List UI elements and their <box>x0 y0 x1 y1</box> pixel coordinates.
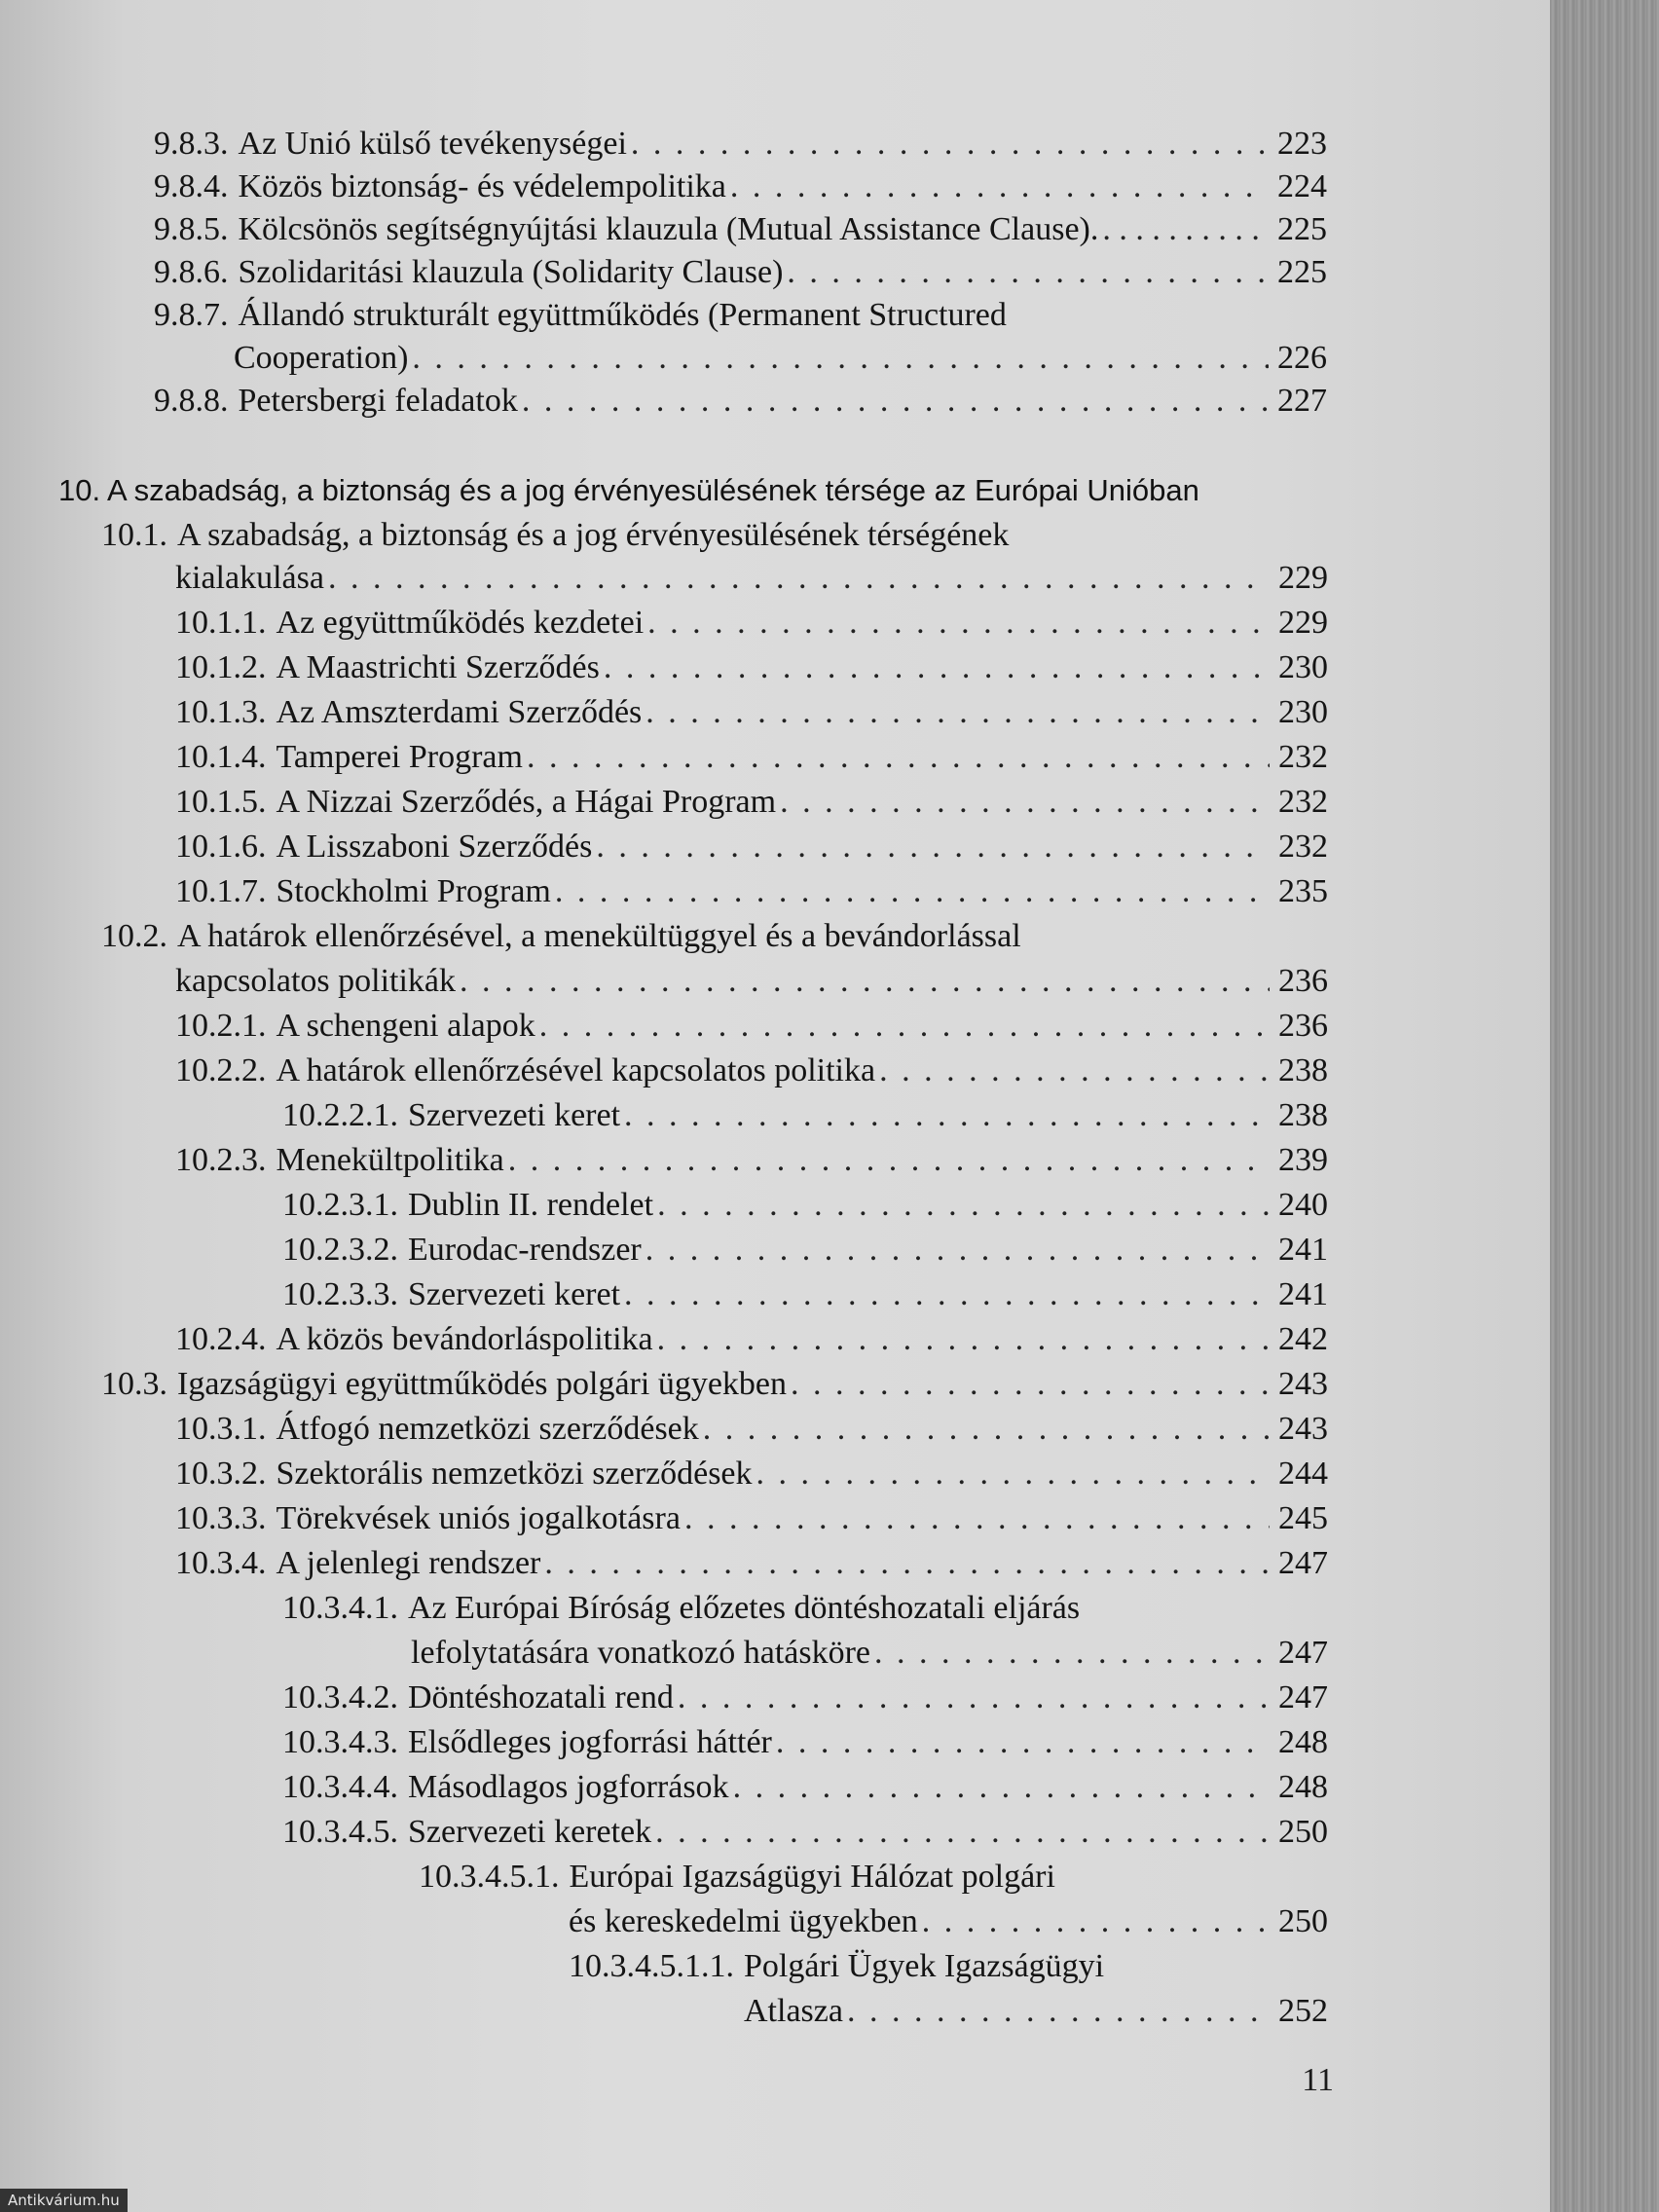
toc-entry-page: 236 <box>1278 1008 1328 1044</box>
toc-entry-number: 10.3.4.3. <box>282 1724 398 1760</box>
toc-entry <box>175 1139 1328 1182</box>
toc-entry-page: 247 <box>1278 1545 1328 1581</box>
toc-entry-continuation <box>744 1990 1328 2033</box>
toc-entry-title: A határok ellenőrzésével, a menekültüggyel és a bevándorlással <box>177 918 1021 954</box>
toc-entry <box>175 646 1328 689</box>
toc-entry-title: Az Amszterdami Szerződés <box>276 694 643 730</box>
leader-dots <box>730 166 1269 208</box>
toc-entry-number: 10.3. <box>101 1366 167 1402</box>
toc-entry-page: 232 <box>1278 829 1328 865</box>
toc-entry <box>154 208 1327 251</box>
toc-entry-page: 236 <box>1278 963 1328 999</box>
toc-entry-title: Másodlagos jogforrások <box>408 1769 729 1805</box>
toc-entry-page: 227 <box>1277 383 1327 419</box>
leader-dots <box>412 337 1269 380</box>
toc-entry-title: Igazságügyi együttműködés polgári ügyekben <box>177 1366 788 1402</box>
leader-dots <box>631 123 1269 166</box>
toc-entry-number: 10.2. <box>101 918 167 954</box>
toc-entry-title: Stockholmi Program <box>276 873 551 909</box>
toc-entry-title: Elsődleges jogforrási háttér <box>408 1724 772 1760</box>
toc-entry-number: 9.8.5. <box>154 211 229 247</box>
leader-dots <box>596 826 1270 868</box>
toc-entry <box>282 1587 1328 1630</box>
toc-entry-title: A Nizzai Szerződés, a Hágai Program <box>276 784 777 820</box>
toc-entry <box>175 691 1328 734</box>
toc-entry-number: 10.2.3.2. <box>282 1232 398 1268</box>
toc-entry-title: Szektorális nemzetközi szerződések <box>276 1456 753 1492</box>
toc-entry-title-continuation: kialakulása <box>175 560 324 596</box>
leader-dots <box>1102 208 1269 251</box>
toc-entry-number: 9.8.8. <box>154 383 229 419</box>
toc-entry <box>175 736 1328 779</box>
toc-entry-number: 10.1.4. <box>175 739 267 775</box>
toc-entry-page: 226 <box>1277 340 1327 376</box>
toc-entry-page: 248 <box>1278 1724 1328 1760</box>
toc-entry <box>175 781 1328 824</box>
leader-dots <box>508 1139 1270 1182</box>
toc-entry <box>175 1497 1328 1540</box>
toc-entry-page: 244 <box>1278 1456 1328 1492</box>
toc-entry-page: 232 <box>1278 739 1328 775</box>
toc-entry-page: 243 <box>1278 1366 1328 1402</box>
toc-entry <box>282 1094 1328 1137</box>
toc-entry-number: 10.3.4.2. <box>282 1679 398 1715</box>
toc-entry-page: 243 <box>1278 1411 1328 1447</box>
watermark: Antikvárium.hu <box>0 2189 128 2212</box>
toc-entry <box>419 1856 1328 1899</box>
toc-entry-continuation <box>411 1632 1328 1675</box>
toc-entry-page: 230 <box>1278 694 1328 730</box>
toc-entry-page: 229 <box>1278 560 1328 596</box>
toc-entry-title: Közös biztonság- és védelempolitika <box>238 168 726 204</box>
toc-entry <box>175 1005 1328 1048</box>
leader-dots <box>647 602 1270 645</box>
leader-dots <box>328 557 1270 600</box>
toc-entry-title: Szervezeti keretek <box>408 1814 652 1850</box>
leader-dots <box>527 736 1270 779</box>
toc-entry <box>282 1677 1328 1719</box>
toc-entry-title: Az együttműködés kezdetei <box>276 605 645 641</box>
toc-entry-page: 239 <box>1278 1142 1328 1178</box>
chapter-heading: 10. A szabadság, a biztonság és a jog érvényesülésének térsége az Európai Unióban <box>58 473 1199 507</box>
toc-entry-title: A schengeni alapok <box>276 1008 535 1044</box>
toc-entry-number: 10.1.1. <box>175 605 267 641</box>
toc-entry-number: 10.1. <box>101 517 167 553</box>
toc-entry <box>154 380 1327 423</box>
toc-entry-title: A közös bevándorláspolitika <box>276 1321 653 1357</box>
leader-dots <box>539 1005 1270 1048</box>
leader-dots <box>624 1273 1270 1316</box>
toc-entry-number: 10.2.3.3. <box>282 1276 398 1312</box>
toc-entry-page: 250 <box>1278 1814 1328 1850</box>
toc-entry <box>569 1945 1328 1988</box>
toc-entry <box>282 1229 1328 1272</box>
toc-entry-title: Dublin II. rendelet <box>408 1187 654 1223</box>
toc-entry-page: 250 <box>1278 1903 1328 1939</box>
toc-entry-title: A szabadság, a biztonság és a jog érvényesülésének térségének <box>177 517 1010 553</box>
toc-entry-page: 230 <box>1278 649 1328 685</box>
leader-dots <box>522 380 1269 423</box>
toc-entry-title: Eurodac-rendszer <box>408 1232 642 1268</box>
leader-dots <box>645 691 1270 734</box>
leader-dots <box>791 1363 1270 1406</box>
toc-entry-page: 241 <box>1278 1276 1328 1312</box>
toc-entry-title: Kölcsönös segítségnyújtási klauzula (Mutual Assistance Clause). <box>238 211 1099 247</box>
toc-entry-number: 10.3.4.4. <box>282 1769 398 1805</box>
toc-entry <box>154 251 1327 294</box>
toc-entry-title: Polgári Ügyek Igazságügyi <box>744 1948 1105 1984</box>
toc-entry-number: 9.8.3. <box>154 126 229 162</box>
leader-dots <box>655 1811 1270 1854</box>
toc-entry-page: 225 <box>1277 211 1327 247</box>
toc-entry-number: 10.3.1. <box>175 1411 267 1447</box>
toc-entry-title: A jelenlegi rendszer <box>276 1545 541 1581</box>
toc-entry-page: 225 <box>1277 254 1327 290</box>
toc-entry-title: A Lisszaboni Szerződés <box>276 829 593 865</box>
leader-dots <box>922 1900 1270 1943</box>
toc-entry-number: 10.3.3. <box>175 1500 267 1536</box>
toc-entry-number: 10.2.3.1. <box>282 1187 398 1223</box>
toc-entry <box>175 870 1328 913</box>
toc-entry-number: 10.1.2. <box>175 649 267 685</box>
toc-entry-title: Az Unió külső tevékenységei <box>238 126 627 162</box>
toc-entry-page: 242 <box>1278 1321 1328 1357</box>
toc-entry-continuation <box>175 960 1328 1003</box>
toc-entry-title: Az Európai Bíróság előzetes döntéshozatali eljárás <box>408 1590 1081 1626</box>
toc-entry-title: A Maastrichti Szerződés <box>276 649 600 685</box>
toc-entry <box>175 1318 1328 1361</box>
toc-entry <box>175 1050 1328 1092</box>
toc-entry-number: 10.2.2.1. <box>282 1097 398 1133</box>
toc-entry-number: 10.1.5. <box>175 784 267 820</box>
leader-dots <box>847 1990 1270 2033</box>
toc-entry-page: 247 <box>1278 1635 1328 1671</box>
toc-entry-title: Állandó strukturált együttműködés (Permanent Structured <box>238 297 1007 333</box>
toc-entry-title: Szervezeti keret <box>408 1276 621 1312</box>
toc-entry <box>101 915 1328 958</box>
toc-entry-number: 10.3.4.1. <box>282 1590 398 1626</box>
leader-dots <box>460 960 1270 1003</box>
toc-entry-title: Döntéshozatali rend <box>408 1679 674 1715</box>
toc-entry <box>154 294 1327 337</box>
toc-entry-number: 9.8.6. <box>154 254 229 290</box>
toc-entry-page: 252 <box>1278 1993 1328 2029</box>
toc-entry-title: Törekvések uniós jogalkotásra <box>276 1500 681 1536</box>
toc-entry-title: Petersbergi feladatok <box>238 383 518 419</box>
toc-entry-number: 10.3.4. <box>175 1545 267 1581</box>
leader-dots <box>756 1453 1270 1495</box>
toc-entry-number: 10.2.4. <box>175 1321 267 1357</box>
toc-entry <box>282 1721 1328 1764</box>
toc-entry-title: Menekültpolitika <box>276 1142 504 1178</box>
leader-dots <box>645 1229 1270 1272</box>
toc-entry-page: 229 <box>1278 605 1328 641</box>
leader-dots <box>874 1632 1270 1675</box>
toc-entry <box>175 1408 1328 1451</box>
leader-dots <box>544 1542 1270 1585</box>
toc-entry-number: 10.3.4.5. <box>282 1814 398 1850</box>
leader-dots <box>776 1721 1270 1764</box>
toc-entry-number: 10.2.3. <box>175 1142 267 1178</box>
leader-dots <box>787 251 1269 294</box>
toc-entry <box>154 166 1327 208</box>
toc-entry-number: 10.3.4.5.1. <box>419 1859 560 1895</box>
toc-entry-page: 235 <box>1278 873 1328 909</box>
toc-entry-title-continuation: és kereskedelmi ügyekben <box>569 1903 918 1939</box>
toc-entry <box>175 602 1328 645</box>
toc-entry-number: 9.8.7. <box>154 297 229 333</box>
toc-entry <box>175 826 1328 868</box>
toc-entry <box>282 1766 1328 1809</box>
toc-entry-number: 10.2.1. <box>175 1008 267 1044</box>
leader-dots <box>703 1408 1270 1451</box>
toc-entry-number: 10.1.6. <box>175 829 267 865</box>
toc-entry-title-continuation: kapcsolatos politikák <box>175 963 457 999</box>
toc-entry <box>101 1363 1328 1406</box>
toc-entry-number: 9.8.4. <box>154 168 229 204</box>
toc-entry-number: 10.1.7. <box>175 873 267 909</box>
toc-entry <box>154 123 1327 166</box>
toc-entry <box>175 1453 1328 1495</box>
toc-entry-number: 10.3.2. <box>175 1456 267 1492</box>
toc-entry <box>282 1273 1328 1316</box>
toc-entry-number: 10.1.3. <box>175 694 267 730</box>
toc-entry <box>282 1811 1328 1854</box>
toc-entry-number: 10.2.2. <box>175 1052 267 1088</box>
leader-dots <box>624 1094 1270 1137</box>
toc-entry <box>101 514 1328 557</box>
page-number: 11 <box>1302 2062 1334 2098</box>
toc-entry-title-continuation: Cooperation) <box>234 340 409 376</box>
toc-entry-page: 232 <box>1278 784 1328 820</box>
toc-entry-title: Átfogó nemzetközi szerződések <box>276 1411 699 1447</box>
toc-entry-page: 238 <box>1278 1097 1328 1133</box>
toc-entry-page: 247 <box>1278 1679 1328 1715</box>
toc-entry <box>175 1542 1328 1585</box>
toc-entry-page: 241 <box>1278 1232 1328 1268</box>
toc-entry-title: Európai Igazságügyi Hálózat polgári <box>569 1859 1055 1895</box>
book-spine-edge <box>1550 0 1659 2212</box>
leader-dots <box>684 1497 1270 1540</box>
toc-entry-number: 10.3.4.5.1.1. <box>569 1948 734 1984</box>
leader-dots <box>555 870 1270 913</box>
leader-dots <box>678 1677 1270 1719</box>
toc-entry-title: Szolidaritási klauzula (Solidarity Clause) <box>238 254 784 290</box>
toc-entry-continuation <box>234 337 1327 380</box>
toc-entry-page: 240 <box>1278 1187 1328 1223</box>
toc-entry-page: 224 <box>1277 168 1327 204</box>
toc-entry-title: Tamperei Program <box>276 739 523 775</box>
toc-entry-continuation <box>175 557 1328 600</box>
leader-dots <box>780 781 1270 824</box>
toc-entry-page: 238 <box>1278 1052 1328 1088</box>
toc-entry-title-continuation: Atlasza <box>744 1993 843 2029</box>
toc-entry <box>282 1184 1328 1227</box>
toc-entry-page: 248 <box>1278 1769 1328 1805</box>
leader-dots <box>657 1184 1270 1227</box>
toc-entry-title-continuation: lefolytatására vonatkozó hatásköre <box>411 1635 871 1671</box>
leader-dots <box>657 1318 1270 1361</box>
toc-entry-continuation <box>569 1900 1328 1943</box>
toc-entry-title: A határok ellenőrzésével kapcsolatos politika <box>276 1052 876 1088</box>
toc-entry-page: 245 <box>1278 1500 1328 1536</box>
toc-entry-page: 223 <box>1277 126 1327 162</box>
leader-dots <box>879 1050 1270 1092</box>
toc-entry-title: Szervezeti keret <box>408 1097 621 1133</box>
leader-dots <box>604 646 1270 689</box>
leader-dots <box>733 1766 1270 1809</box>
